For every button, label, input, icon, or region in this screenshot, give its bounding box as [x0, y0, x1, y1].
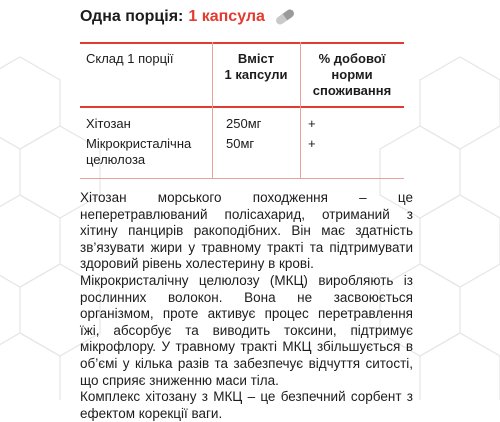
- column-header-content-text: Вміст 1 капсули: [224, 51, 288, 82]
- description-paragraph: Мікрокристалічну целюлозу (МКЦ) виробляють із рослинних волокон. Вона не засвоюється організмом, проте активує процес перетравлення їжі, абсорбує та виводить токсини, підтримує мікрофлору. У травному тракті МКЦ збільшується в об’ємі у кілька разів та забезпечує відчуття ситості, що сприяє зниженню маси тіла.: [80, 272, 413, 388]
- column-header-content: [212, 51, 300, 83]
- capsule-icon: [273, 9, 297, 25]
- table-header-rule: [80, 106, 404, 108]
- serving-size: [80, 8, 297, 26]
- serving-dose: 1 капсула: [188, 8, 265, 25]
- table-cell-ingredient: Хітозан: [86, 116, 131, 131]
- description-paragraph: Хітозан морського походження – це неперетравлюваний полісахарид, отриманий з хітину панцирів ракоподібних. Він має здатність зв’язувати жири у травному тракті та підтримувати здоровий рівень холестерину в крові.: [80, 190, 413, 272]
- table-cell-ingredient: Мікрокристалічна целюлоза: [86, 136, 192, 167]
- table-cell-amount: 50мг: [226, 136, 255, 151]
- table-top-rule: [80, 42, 404, 44]
- column-header-daily-value: [300, 51, 404, 99]
- product-description: [80, 190, 413, 422]
- table-cell-daily: +: [308, 136, 316, 151]
- table-bottom-rule: [80, 178, 404, 179]
- description-paragraph: Комплекс хітозану з МКЦ – це безпечний сорбент з ефектом корекції ваги.: [80, 389, 413, 421]
- serving-label: Одна порція:: [80, 8, 184, 25]
- column-header-composition: Склад 1 порції: [86, 51, 174, 66]
- column-header-daily-value-text: % добової норми споживання: [312, 51, 392, 98]
- table-cell-amount: 250мг: [226, 116, 262, 131]
- table-cell-daily: +: [308, 116, 316, 131]
